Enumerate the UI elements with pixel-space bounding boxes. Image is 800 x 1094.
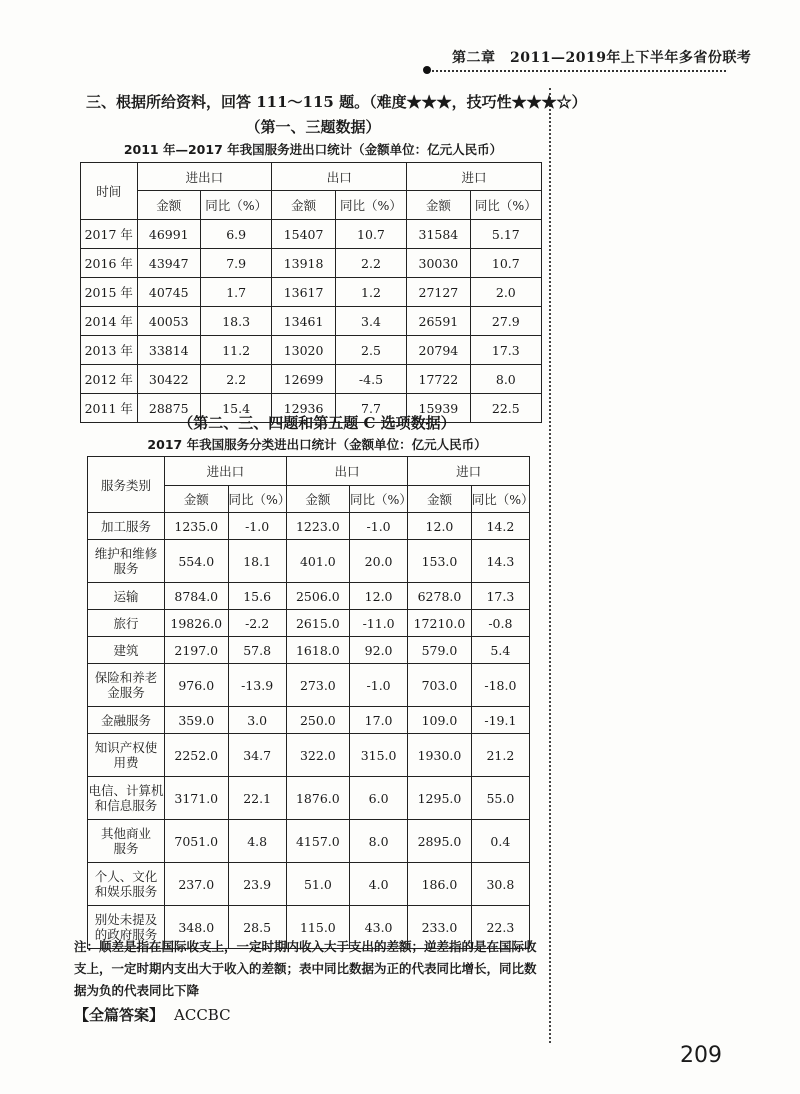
table-row [81,336,542,365]
yoy-cell: -18.0 [471,664,529,707]
table1-title: 2011 年—2017 年我国服务进出口统计（金额单位：亿元人民币） [123,142,503,157]
amount-cell: 250.0 [286,707,349,734]
amount-cell: 233.0 [408,906,472,949]
table2-subtitle: （第二、三、四题和第五题 C 选项数据） [178,414,456,432]
category-cell [88,707,165,734]
yoy-cell: 8.0 [470,365,541,394]
category-line: 旅行 [113,615,139,631]
yoy-cell: 7.9 [201,249,272,278]
table1-subtitle: （第一、三题数据） [245,118,381,136]
category-cell [88,664,165,707]
amount-cell: 1223.0 [286,513,349,540]
table-row [88,513,530,540]
yoy-cell: 315.0 [350,734,408,777]
amount-cell: 12.0 [408,513,472,540]
margin-divider [549,88,551,1043]
category-cell [88,777,165,820]
yoy-cell: 18.3 [201,307,272,336]
group-header: 进口 [408,457,530,486]
group-header: 进口 [407,163,542,191]
category-line: 的政府服务 [94,927,158,942]
yoy-cell: 3.4 [335,307,406,336]
category-line: 服务 [113,561,139,576]
amount-cell: 33814 [137,336,201,365]
sub-header: 金额 [272,191,336,220]
yoy-cell: 1.7 [201,278,272,307]
yoy-cell: 2.0 [470,278,541,307]
category-line: 金服务 [107,685,145,700]
group-header: 出口 [286,457,407,486]
answer-label: 【全篇答案】 [74,1006,165,1024]
category-line: 加工服务 [100,518,151,534]
yoy-cell: 18.1 [228,540,286,583]
amount-cell: 1930.0 [408,734,472,777]
amount-cell: 13918 [272,249,336,278]
category-cell [88,863,165,906]
amount-cell: 3171.0 [164,777,228,820]
category-cell [88,583,165,610]
yoy-cell: 43.0 [350,906,408,949]
header-divider [428,70,726,72]
yoy-cell: 17.3 [471,583,529,610]
yoy-cell: -4.5 [335,365,406,394]
amount-cell: 4157.0 [286,820,349,863]
amount-cell: 237.0 [164,863,228,906]
yoy-cell: 15.4 [201,394,272,423]
table-row [88,707,530,734]
yoy-cell: 22.5 [470,394,541,423]
yoy-cell: 3.0 [228,707,286,734]
amount-cell: 348.0 [164,906,228,949]
table-row [88,583,530,610]
yoy-cell: -13.9 [228,664,286,707]
amount-cell: 26591 [407,307,471,336]
category-line: 金融服务 [100,712,151,728]
yoy-cell: 17.0 [350,707,408,734]
yoy-cell: 22.3 [471,906,529,949]
table-row [88,777,530,820]
yoy-cell: 34.7 [228,734,286,777]
amount-cell: 976.0 [164,664,228,707]
yoy-cell: 8.0 [350,820,408,863]
amount-cell: 153.0 [408,540,472,583]
sub-header: 金额 [407,191,471,220]
amount-cell: 2895.0 [408,820,472,863]
col-header-category: 服务类别 [88,457,165,513]
amount-cell: 30422 [137,365,201,394]
amount-cell: 15407 [272,220,336,249]
yoy-cell: 14.2 [471,513,529,540]
table-row [81,278,542,307]
sub-header: 同比（%） [471,486,529,513]
amount-cell: 17722 [407,365,471,394]
amount-cell: 2252.0 [164,734,228,777]
footnote: 注：顺差是指在国际收支上，一定时期内收入大于支出的差额；逆差指的是在国际收支上，一定时期内支出大于收入的差额；表中同比数据为正的代表同比增长，同比数据为负的代表同比下降 [74,939,537,998]
yoy-cell: 11.2 [201,336,272,365]
answer-line [74,1004,374,1025]
sub-header: 同比（%） [335,191,406,220]
table2-title: 2017 年我国服务分类进出口统计（金额单位：亿元人民币） [147,437,487,452]
amount-cell: 13617 [272,278,336,307]
yoy-cell: -2.2 [228,610,286,637]
amount-cell: 31584 [407,220,471,249]
table-row [81,365,542,394]
sub-header: 金额 [137,191,201,220]
category-line: 服务 [113,841,139,856]
amount-cell: 12699 [272,365,336,394]
amount-cell: 43947 [137,249,201,278]
yoy-cell: -19.1 [471,707,529,734]
amount-cell: 12936 [272,394,336,423]
table-row [88,540,530,583]
group-header: 进出口 [164,457,286,486]
amount-cell: 17210.0 [408,610,472,637]
table-row [81,249,542,278]
amount-cell: 19826.0 [164,610,228,637]
service-category-table [87,456,534,949]
amount-cell: 13020 [272,336,336,365]
yoy-cell: 30.8 [471,863,529,906]
yoy-cell: 6.9 [201,220,272,249]
amount-cell: 579.0 [408,637,472,664]
amount-cell: 2506.0 [286,583,349,610]
category-line: 维护和维修 [94,546,158,561]
amount-cell: 40745 [137,278,201,307]
amount-cell: 401.0 [286,540,349,583]
table-row [88,863,530,906]
year-cell: 2011 年 [81,394,138,423]
year-cell: 2012 年 [81,365,138,394]
yoy-cell: -1.0 [228,513,286,540]
header-bullet-icon [423,66,431,74]
amount-cell: 15939 [407,394,471,423]
category-cell [88,540,165,583]
year-cell: 2015 年 [81,278,138,307]
year-cell: 2017 年 [81,220,138,249]
yoy-cell: 2.5 [335,336,406,365]
yoy-cell: 28.5 [228,906,286,949]
yoy-cell: 4.8 [228,820,286,863]
amount-cell: 7051.0 [164,820,228,863]
category-line: 保险和养老 [94,670,158,685]
yoy-cell: 0.4 [471,820,529,863]
table-row [81,307,542,336]
year-cell: 2014 年 [81,307,138,336]
group-header: 进出口 [137,163,272,191]
amount-cell: 1295.0 [408,777,472,820]
amount-cell: 20794 [407,336,471,365]
category-line: 用费 [113,755,139,770]
yoy-cell: 1.2 [335,278,406,307]
category-cell [88,734,165,777]
category-line: 其他商业 [100,826,151,841]
yoy-cell: 23.9 [228,863,286,906]
sub-header: 金额 [286,486,349,513]
yoy-cell: -0.8 [471,610,529,637]
answer-value: ACCBC [174,1006,231,1024]
amount-cell: 2615.0 [286,610,349,637]
yoy-cell: 15.6 [228,583,286,610]
category-line: 运输 [113,588,139,604]
yoy-cell: 14.3 [471,540,529,583]
sub-header: 金额 [408,486,472,513]
amount-cell: 115.0 [286,906,349,949]
yoy-cell: 7.7 [335,394,406,423]
yoy-cell: 27.9 [470,307,541,336]
sub-header: 金额 [164,486,228,513]
page-number: 209 [680,1043,722,1068]
sub-header: 同比（%） [470,191,541,220]
amount-cell: 46991 [137,220,201,249]
chapter-header: 第二章 2011—2019年上下半年多省份联考 [452,50,752,66]
amount-cell: 30030 [407,249,471,278]
category-cell [88,820,165,863]
amount-cell: 27127 [407,278,471,307]
amount-cell: 186.0 [408,863,472,906]
amount-cell: 28875 [137,394,201,423]
table-row [88,820,530,863]
yoy-cell: 20.0 [350,540,408,583]
table-row [88,610,530,637]
amount-cell: 1876.0 [286,777,349,820]
yoy-cell: 92.0 [350,637,408,664]
sub-header: 同比（%） [201,191,272,220]
col-header-time: 时间 [81,163,138,220]
amount-cell: 51.0 [286,863,349,906]
yoy-cell: 5.4 [471,637,529,664]
category-line: 和信息服务 [94,798,158,813]
yearly-trade-table [80,162,542,423]
yoy-cell: 12.0 [350,583,408,610]
yoy-cell: 55.0 [471,777,529,820]
amount-cell: 554.0 [164,540,228,583]
yoy-cell: -11.0 [350,610,408,637]
yoy-cell: 57.8 [228,637,286,664]
yoy-cell: 4.0 [350,863,408,906]
sub-header: 同比（%） [350,486,408,513]
table-row [88,664,530,707]
yoy-cell: 2.2 [335,249,406,278]
amount-cell: 8784.0 [164,583,228,610]
amount-cell: 359.0 [164,707,228,734]
sub-header: 同比（%） [228,486,286,513]
yoy-cell: 2.2 [201,365,272,394]
year-cell: 2016 年 [81,249,138,278]
table-row [81,220,542,249]
category-cell [88,637,165,664]
yoy-cell: -1.0 [350,513,408,540]
amount-cell: 13461 [272,307,336,336]
amount-cell: 1618.0 [286,637,349,664]
yoy-cell: 10.7 [470,249,541,278]
yoy-cell: 21.2 [471,734,529,777]
category-line: 知识产权使 [94,740,158,755]
yoy-cell: 5.17 [470,220,541,249]
year-cell: 2013 年 [81,336,138,365]
yoy-cell: 10.7 [335,220,406,249]
table-row [88,637,530,664]
category-line: 别处未提及 [94,912,158,927]
category-cell [88,513,165,540]
yoy-cell: 17.3 [470,336,541,365]
question-prompt: 三、根据所给资料，回答 111～115 题。（难度★★★，技巧性★★★☆） [86,93,587,111]
amount-cell: 2197.0 [164,637,228,664]
yoy-cell: 6.0 [350,777,408,820]
category-line: 电信、计算机 [88,783,164,798]
amount-cell: 40053 [137,307,201,336]
amount-cell: 322.0 [286,734,349,777]
yoy-cell: 22.1 [228,777,286,820]
yoy-cell: -1.0 [350,664,408,707]
amount-cell: 1235.0 [164,513,228,540]
amount-cell: 703.0 [408,664,472,707]
category-line: 个人、文化 [94,869,158,884]
group-header: 出口 [272,163,407,191]
category-line: 建筑 [113,642,139,658]
amount-cell: 273.0 [286,664,349,707]
table-row [88,734,530,777]
amount-cell: 109.0 [408,707,472,734]
category-cell [88,610,165,637]
amount-cell: 6278.0 [408,583,472,610]
category-line: 和娱乐服务 [94,884,158,899]
